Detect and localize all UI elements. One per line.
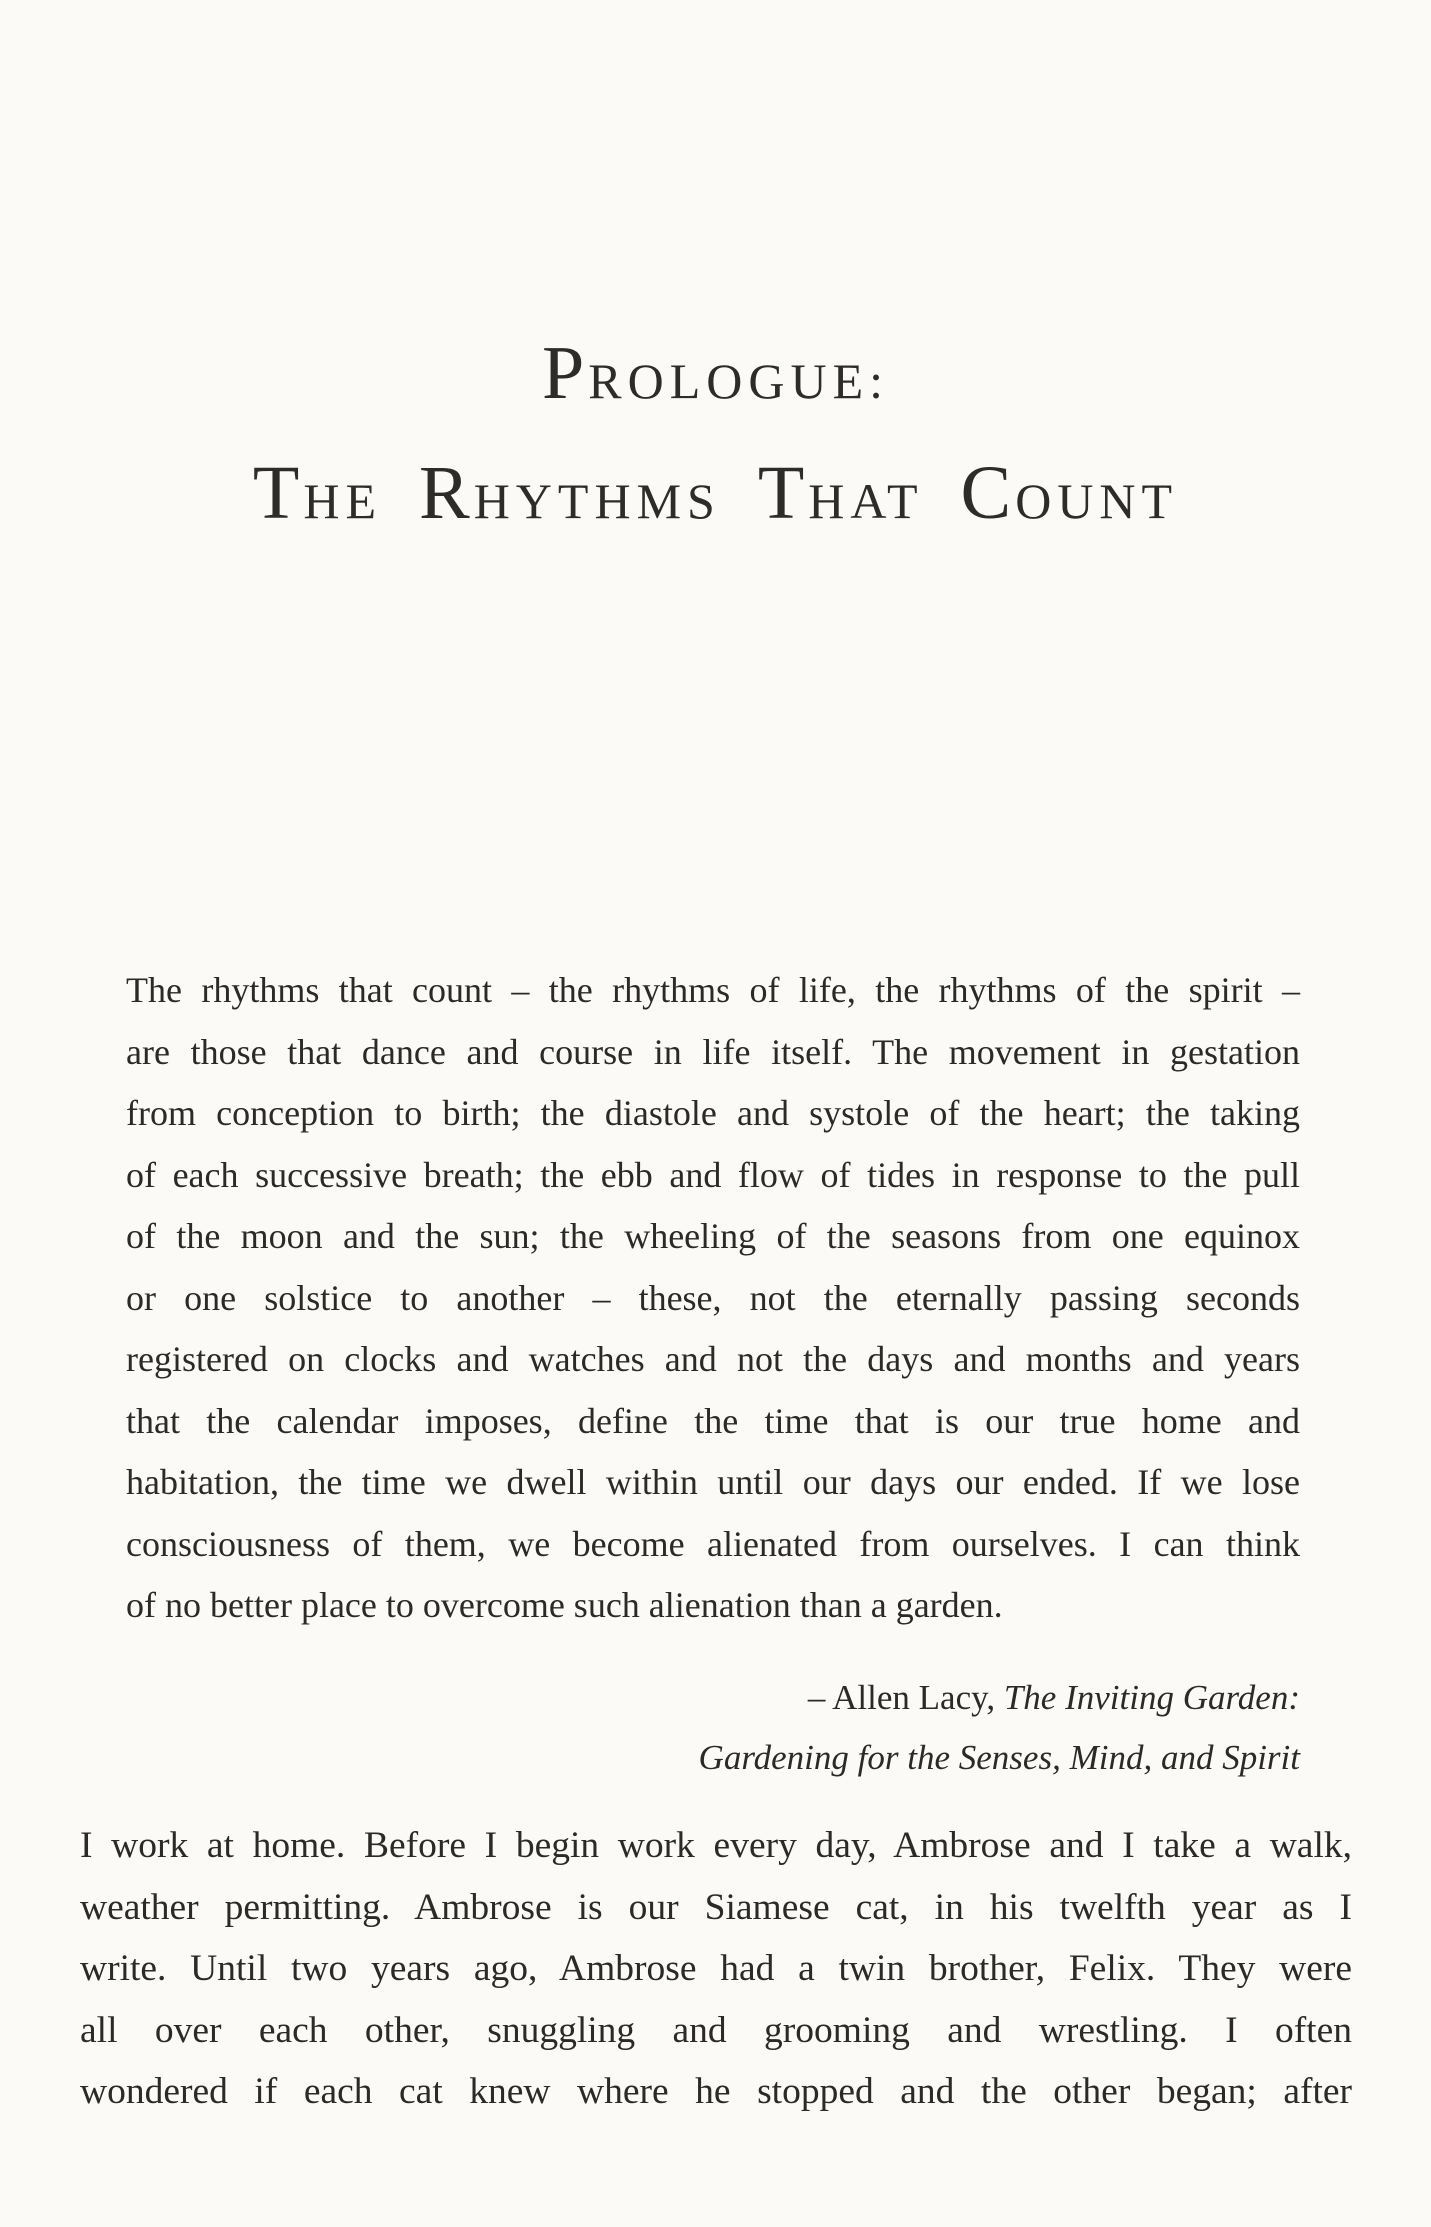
chapter-title-line-1 [0,330,1431,417]
epigraph-line: or one solstice to another – these, not the eternally passing seconds [126,1277,1300,1318]
attribution-line-2 [699,1728,1300,1788]
epigraph-line: registered on clocks and watches and not the days and months and years [126,1339,1300,1379]
epigraph-line: are those that dance and course in life itself. The movement in gestation [126,1031,1300,1072]
title-initial: P [541,331,589,415]
title-word: OUNT [1015,473,1179,529]
body-line: wondered if each cat knew where he stopped and the other began; after [80,2071,1352,2112]
attribution-book-subtitle: Gardening for the Senses, Mind, and Spirit [698,1738,1300,1777]
epigraph-line: that the calendar imposes, define the time that is our true home and [126,1400,1300,1441]
body-line: weather permitting. Ambrose is our Siamese cat, in his twelfth year as I [80,1886,1352,1928]
epigraph-line: of the moon and the sun; the wheeling of the seasons from one equinox [126,1216,1300,1256]
body-line: all over each other, snuggling and grooming and wrestling. I often [80,2009,1352,2051]
title-word: HAT [808,473,924,529]
attribution-author: – Allen Lacy, [807,1678,1004,1717]
chapter-title-line-2 [0,450,1431,537]
title-initial: C [960,451,1016,535]
title-initial: R [419,451,474,535]
title-initial: T [252,451,304,535]
body-line: write. Until two years ago, Ambrose had a twin brother, Felix. They were [80,1948,1352,1989]
epigraph-line: consciousness of them, we become alienated from ourselves. I can think [126,1523,1300,1564]
epigraph-line: from conception to birth; the diastole and systole of the heart; the taking [126,1093,1300,1133]
title-initial: T [757,451,809,535]
epigraph-line: of each successive breath; the ebb and flow of tides in response to the pull [126,1154,1300,1195]
epigraph-line: of no better place to overcome such alienation than a garden. [126,1585,1003,1625]
title-word: HYTHMS [473,473,721,529]
title-word: ROLOGUE: [588,353,890,409]
epigraph-attribution [699,1668,1300,1788]
epigraph-line: The rhythms that count – the rhythms of life, the rhythms of the spirit – [126,970,1300,1010]
epigraph-quote [126,960,1300,1637]
body-line: I work at home. Before I begin work every day, Ambrose and I take a walk, [80,1825,1352,1866]
attribution-line-1 [699,1668,1300,1728]
epigraph-line: habitation, the time we dwell within until our days our ended. If we lose [126,1462,1300,1502]
attribution-book-title: The Inviting Garden: [1003,1678,1300,1717]
body-paragraph [80,1815,1352,2123]
title-word: HE [303,473,382,529]
